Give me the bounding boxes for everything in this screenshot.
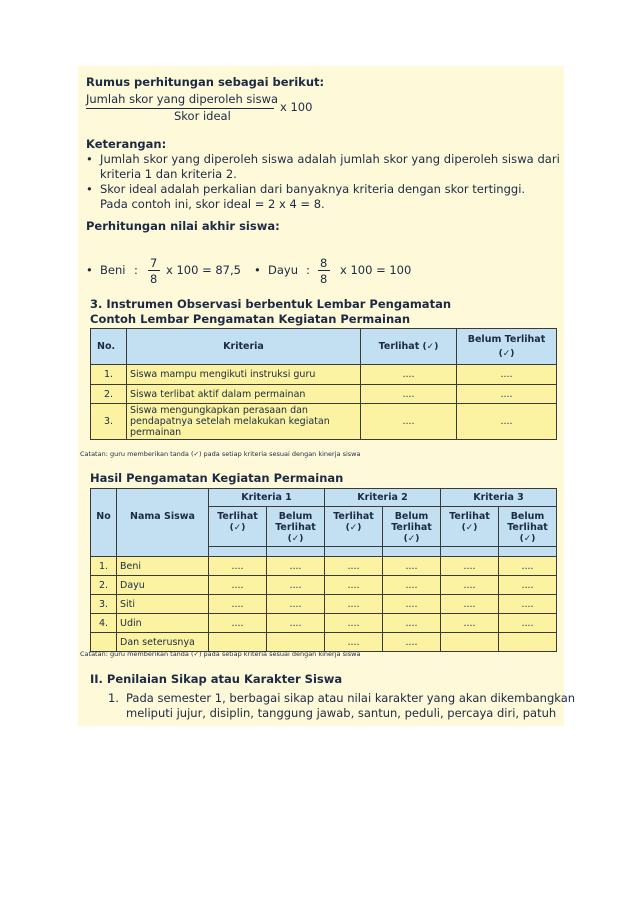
col-criteria-2: Kriteria 2 <box>325 489 441 507</box>
criteria-line: pendapatnya setelah melakukan kegiatan <box>130 416 330 427</box>
row-cell: .... <box>267 576 325 595</box>
row-cell: .... <box>383 633 441 652</box>
bullet-icon: • <box>254 263 261 277</box>
dayu-numerator: 8 <box>320 256 328 270</box>
notes-item2-line1: Skor ideal adalah perkalian dari banyaknya kriteria dengan skor tertinggi. <box>100 182 526 196</box>
results-table <box>90 488 557 557</box>
check-mark-icon: (✓) <box>345 523 362 533</box>
row-not-visible: .... <box>457 385 557 404</box>
col-name: Nama Siswa <box>117 489 209 557</box>
sub-visible <box>441 507 499 547</box>
row-visible: .... <box>361 365 457 385</box>
row-cell: .... <box>325 614 383 633</box>
row-no: 1. <box>91 365 127 385</box>
table-row <box>91 404 557 440</box>
spacer-cell <box>383 547 441 557</box>
sectionII-line2: meliputi jujur, disiplin, tanggung jawab, santun, peduli, percaya diri, patuh <box>126 706 557 720</box>
row-cell: .... <box>499 595 557 614</box>
col-no: No <box>91 489 117 557</box>
row-cell: .... <box>267 595 325 614</box>
criteria-line: permainan <box>130 427 182 438</box>
spacer-cell <box>499 547 557 557</box>
row-cell: .... <box>209 557 267 576</box>
section3-heading: 3. Instrumen Observasi berbentuk Lembar Pengamatan <box>90 297 452 311</box>
dayu-colon: : <box>306 263 310 277</box>
beni-label: Beni <box>100 263 126 277</box>
spacer-cell <box>209 547 267 557</box>
row-criteria: Siswa terlibat aktif dalam permainan <box>127 385 361 404</box>
row-visible: .... <box>361 404 457 440</box>
check-mark-icon: (✓) <box>519 534 536 544</box>
dayu-label: Dayu <box>268 263 298 277</box>
spacer-cell <box>267 547 325 557</box>
row-criteria <box>127 404 361 440</box>
row-cell: .... <box>325 633 383 652</box>
notes-item1-line1: Jumlah skor yang diperoleh siswa adalah jumlah skor yang diperoleh siswa dari <box>100 152 560 166</box>
row-not-visible: .... <box>457 365 557 385</box>
sub-visible-label: Terlihat <box>217 511 258 522</box>
beni-numerator: 7 <box>150 256 158 270</box>
row-cell <box>267 633 325 652</box>
row-cell: .... <box>499 614 557 633</box>
row-name: Udin <box>117 614 209 633</box>
row-cell: .... <box>325 576 383 595</box>
row-cell: .... <box>383 576 441 595</box>
sub-not-visible <box>499 507 557 547</box>
observation-table <box>90 328 557 440</box>
row-cell: .... <box>383 614 441 633</box>
notes-item2-line2: Pada contoh ini, skor ideal = 2 x 4 = 8. <box>100 197 325 211</box>
dayu-result: x 100 = 100 <box>340 263 412 277</box>
check-mark-icon: (✓) <box>498 348 515 359</box>
check-mark-icon: (✓) <box>422 341 439 352</box>
row-criteria: Siswa mampu mengikuti instruksi guru <box>127 365 361 385</box>
sectionII-line1: Pada semester 1, berbagai sikap atau nilai karakter yang akan dikembangkan <box>126 691 576 705</box>
sub-not-visible-label: Terlihat <box>391 522 432 533</box>
beni-colon: : <box>134 263 138 277</box>
dayu-fraction-line <box>318 270 330 271</box>
col-no: No. <box>91 329 127 365</box>
col-criteria-1: Kriteria 1 <box>209 489 325 507</box>
table-row <box>91 385 557 404</box>
row-cell: .... <box>383 595 441 614</box>
row-no <box>91 633 117 652</box>
notes-heading: Keterangan: <box>86 137 167 151</box>
col-not-visible-label: Belum Terlihat <box>467 333 546 345</box>
row-no: 3. <box>91 404 127 440</box>
row-cell: .... <box>325 557 383 576</box>
row-no: 3. <box>91 595 117 614</box>
formula-heading: Rumus perhitungan sebagai berikut: <box>86 75 325 89</box>
formula-numerator: Jumlah skor yang diperoleh siswa <box>86 92 279 106</box>
spacer-cell <box>325 547 383 557</box>
sub-visible-label: Terlihat <box>333 511 374 522</box>
row-no: 2. <box>91 576 117 595</box>
row-cell: .... <box>209 576 267 595</box>
results-note: Catatan: guru memberikan tanda (✓) pada setiap kriteria sesuai dengan kinerja siswa <box>80 650 361 658</box>
beni-denominator: 8 <box>150 272 158 286</box>
row-cell: .... <box>441 576 499 595</box>
table-row <box>91 614 557 633</box>
row-visible: .... <box>361 385 457 404</box>
sub-not-visible-label: Terlihat <box>507 522 548 533</box>
sub-not-visible-label: Belum <box>510 511 545 522</box>
beni-fraction-line <box>148 270 160 271</box>
row-cell <box>499 633 557 652</box>
results-table-body <box>90 556 557 652</box>
row-cell: .... <box>499 557 557 576</box>
row-cell: .... <box>383 557 441 576</box>
check-mark-icon: (✓) <box>461 523 478 533</box>
table-row <box>91 557 557 576</box>
formula-denominator: Skor ideal <box>174 109 231 123</box>
table-row <box>91 576 557 595</box>
spacer-cell <box>441 547 499 557</box>
table-header-row <box>91 329 557 365</box>
sectionII-heading: II. Penilaian Sikap atau Karakter Siswa <box>90 672 343 686</box>
col-not-visible <box>457 329 557 365</box>
row-name: Beni <box>117 557 209 576</box>
check-mark-icon: (✓) <box>229 523 246 533</box>
notes-item1-line2: kriteria 1 dan kriteria 2. <box>100 167 237 181</box>
col-visible <box>361 329 457 365</box>
calculation-heading: Perhitungan nilai akhir siswa: <box>86 219 280 233</box>
row-cell: .... <box>325 595 383 614</box>
sub-not-visible-label: Belum <box>278 511 313 522</box>
sub-not-visible <box>383 507 441 547</box>
row-name: Dayu <box>117 576 209 595</box>
dayu-denominator: 8 <box>320 272 328 286</box>
row-no: 4. <box>91 614 117 633</box>
sub-not-visible <box>267 507 325 547</box>
sub-visible <box>209 507 267 547</box>
bullet-icon: • <box>86 182 93 196</box>
row-cell: .... <box>209 595 267 614</box>
row-cell: .... <box>499 576 557 595</box>
sub-not-visible-label: Terlihat <box>275 522 316 533</box>
section3-subheading: Contoh Lembar Pengamatan Kegiatan Permainan <box>90 312 411 326</box>
table-row <box>91 365 557 385</box>
row-cell <box>441 633 499 652</box>
criteria-line: Siswa mengungkapkan perasaan dan <box>130 405 308 416</box>
section3-note: Catatan: guru memberikan tanda (✓) pada setiap kriteria sesuai dengan kinerja siswa <box>80 450 361 458</box>
row-name: Siti <box>117 595 209 614</box>
bullet-icon: • <box>86 152 93 166</box>
col-visible-label: Terlihat <box>378 340 420 352</box>
formula-multiplier: x 100 <box>280 100 313 114</box>
page <box>78 66 576 726</box>
row-cell <box>209 633 267 652</box>
row-cell: .... <box>441 614 499 633</box>
check-mark-icon: (✓) <box>403 534 420 544</box>
table-row <box>91 595 557 614</box>
row-cell: .... <box>441 595 499 614</box>
table-row <box>91 633 557 652</box>
beni-result: x 100 = 87,5 <box>166 263 241 277</box>
row-cell: .... <box>209 614 267 633</box>
row-not-visible: .... <box>457 404 557 440</box>
sectionII-item-no: 1. <box>108 691 119 705</box>
check-mark-icon: (✓) <box>287 534 304 544</box>
bullet-icon: • <box>86 263 93 277</box>
row-no: 1. <box>91 557 117 576</box>
results-heading: Hasil Pengamatan Kegiatan Permainan <box>90 471 344 485</box>
row-cell: .... <box>441 557 499 576</box>
sub-visible-label: Terlihat <box>449 511 490 522</box>
sub-not-visible-label: Belum <box>394 511 429 522</box>
results-header-row <box>91 489 557 507</box>
sub-visible <box>325 507 383 547</box>
col-criteria: Kriteria <box>127 329 361 365</box>
row-cell: .... <box>267 614 325 633</box>
row-no: 2. <box>91 385 127 404</box>
col-criteria-3: Kriteria 3 <box>441 489 557 507</box>
row-name: Dan seterusnya <box>117 633 209 652</box>
row-cell: .... <box>267 557 325 576</box>
